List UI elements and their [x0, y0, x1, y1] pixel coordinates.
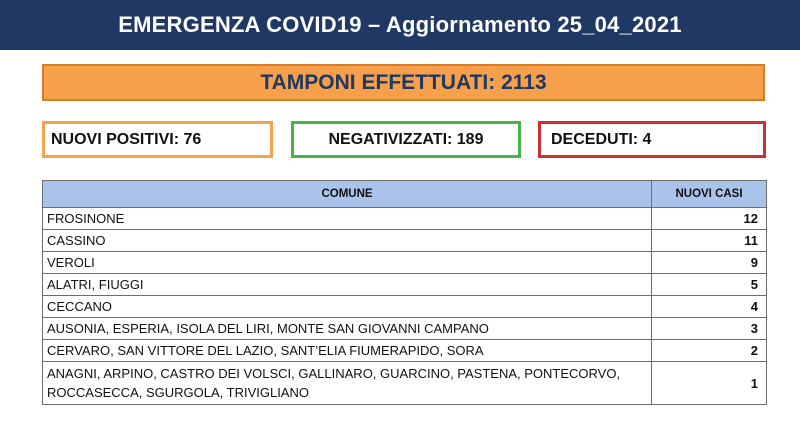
page-title: EMERGENZA COVID19 – Aggiornamento 25_04_2021 — [0, 0, 800, 50]
casi-cell: 12 — [652, 208, 767, 230]
casi-cell: 9 — [652, 252, 767, 274]
column-header-nuovi-casi: NUOVI CASI — [652, 181, 767, 208]
comune-cell: CECCANO — [43, 296, 652, 318]
negativizzati-box: NEGATIVIZZATI: 189 — [291, 121, 521, 158]
table-row — [43, 252, 767, 274]
table-row — [43, 208, 767, 230]
deceduti-box: DECEDUTI: 4 — [538, 121, 766, 158]
table-header-row — [43, 181, 767, 208]
comune-cell: CASSINO — [43, 230, 652, 252]
table-row — [43, 340, 767, 362]
tamponi-banner: TAMPONI EFFETTUATI: 2113 — [42, 64, 765, 101]
comune-cell: VEROLI — [43, 252, 652, 274]
casi-cell: 4 — [652, 296, 767, 318]
nuovi-positivi-box: NUOVI POSITIVI: 76 — [42, 121, 273, 158]
table-row — [43, 362, 767, 405]
comune-cell: CERVARO, SAN VITTORE DEL LAZIO, SANT’ELIA FIUMERAPIDO, SORA — [43, 340, 652, 362]
table-row — [43, 318, 767, 340]
column-header-comune: COMUNE — [43, 181, 652, 208]
casi-cell: 1 — [652, 362, 767, 405]
comuni-table — [42, 180, 767, 405]
comune-cell: ANAGNI, ARPINO, CASTRO DEI VOLSCI, GALLINARO, GUARCINO, PASTENA, PONTECORVO, ROCCASECCA, SGURGOLA, TRIVIGLIANO — [43, 362, 652, 405]
table-row — [43, 296, 767, 318]
casi-cell: 2 — [652, 340, 767, 362]
casi-cell: 3 — [652, 318, 767, 340]
casi-cell: 5 — [652, 274, 767, 296]
comune-cell: FROSINONE — [43, 208, 652, 230]
table-row — [43, 230, 767, 252]
comune-cell: AUSONIA, ESPERIA, ISOLA DEL LIRI, MONTE SAN GIOVANNI CAMPANO — [43, 318, 652, 340]
comune-cell: ALATRI, FIUGGI — [43, 274, 652, 296]
casi-cell: 11 — [652, 230, 767, 252]
table-row — [43, 274, 767, 296]
